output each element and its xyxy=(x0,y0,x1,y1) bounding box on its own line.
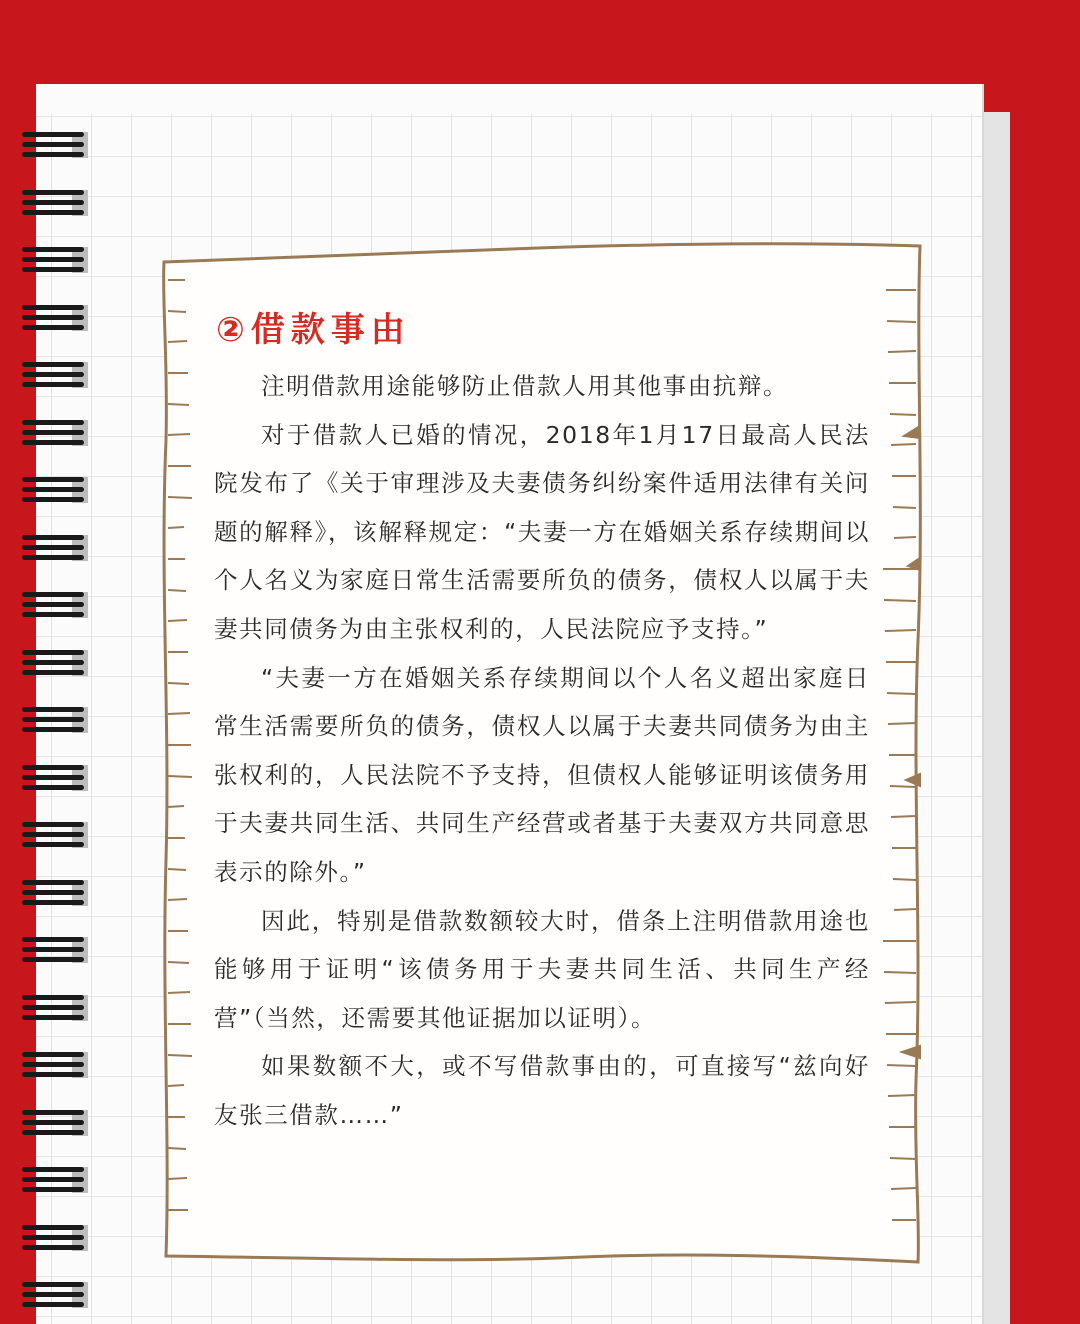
binding-ring xyxy=(22,1278,88,1312)
binding-ring xyxy=(22,1221,88,1255)
binding-ring xyxy=(22,301,88,335)
binding-ring xyxy=(22,1106,88,1140)
binding-ring xyxy=(22,473,88,507)
paragraph: 如果数额不大，或不写借款事由的，可直接写“兹向好友张三借款……” xyxy=(214,1052,870,1129)
note-body xyxy=(214,362,870,1140)
binding-ring xyxy=(22,991,88,1025)
binding-ring xyxy=(22,818,88,852)
binding-ring xyxy=(22,416,88,450)
paragraph: 因此，特别是借款数额较大时，借条上注明借款用途也能够用于证明“该债务用于夫妻共同生活、共同生产经营”（当然，还需要其他证据加以证明）。 xyxy=(214,906,870,1032)
binding-ring xyxy=(22,646,88,680)
binding-ring xyxy=(22,933,88,967)
binding-ring xyxy=(22,1048,88,1082)
paragraph: 注明借款用途能够防止借款人用其他事由抗辩。 xyxy=(261,372,789,400)
binding-ring xyxy=(22,588,88,622)
binding-ring xyxy=(22,243,88,277)
page-top-margin xyxy=(36,84,982,114)
section-title: ②借款事由 xyxy=(216,310,411,350)
paper-note xyxy=(158,240,924,1264)
binding-ring xyxy=(22,531,88,565)
binding-ring xyxy=(22,876,88,910)
binding-ring xyxy=(22,1163,88,1197)
binding-ring xyxy=(22,128,88,162)
paragraph: 对于借款人已婚的情况，2018年1月17日最高人民法院发布了《关于审理涉及夫妻债务纠纷案件适用法律有关问题的解释》，该解释规定：“夫妻一方在婚姻关系存续期间以个人名义为家庭日常生活需要所负的债务，债权人以属于夫妻共同债务为由主张权利的，人民法院应予支持。” xyxy=(214,420,870,643)
paragraph: “夫妻一方在婚姻关系存续期间以个人名义超出家庭日常生活需要所负的债务，债权人以属于夫妻共同债务为由主张权利的，人民法院不予支持，但债权人能够证明该债务用于夫妻共同生活、共同生产经营或者基于夫妻双方共同意思表示的除外。” xyxy=(214,663,870,886)
binding-ring xyxy=(22,358,88,392)
binding-ring xyxy=(22,186,88,220)
binding-ring xyxy=(22,761,88,795)
binding-ring xyxy=(22,703,88,737)
